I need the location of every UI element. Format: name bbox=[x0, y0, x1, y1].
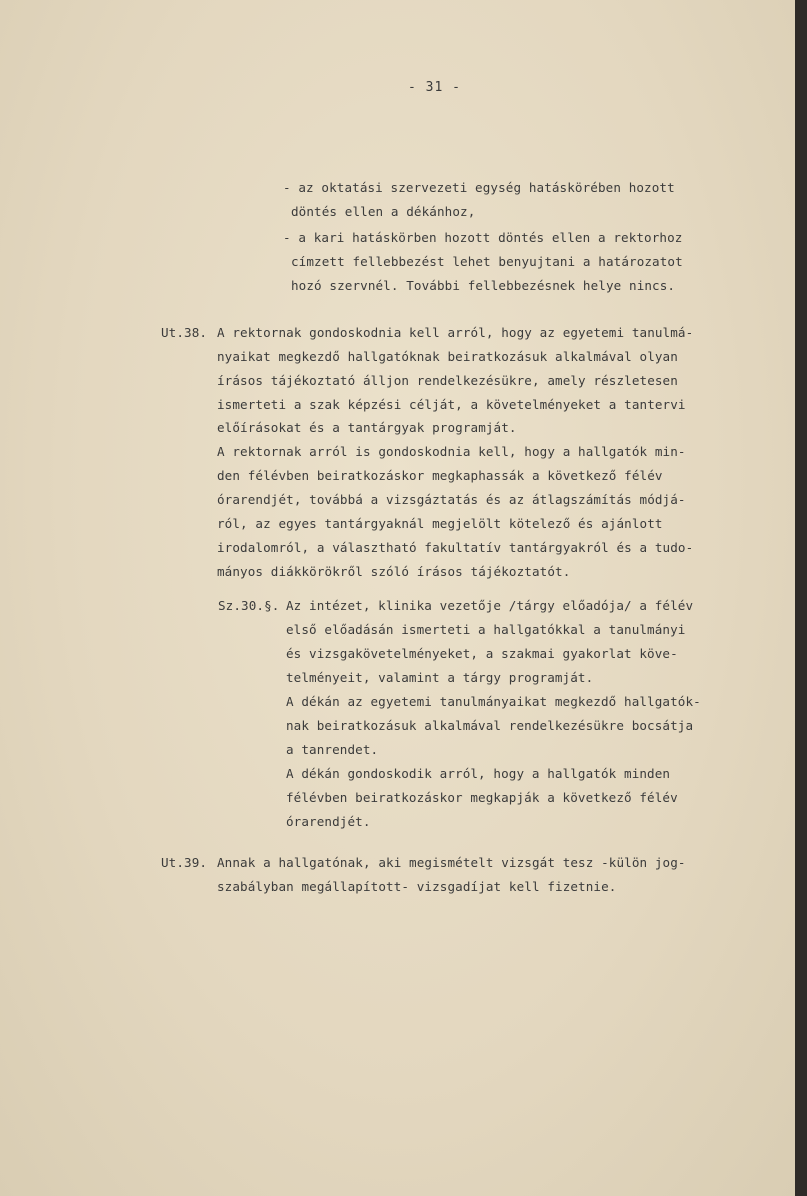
sz30-line-9: félévben beiratkozáskor megkapják a következő félév bbox=[286, 790, 678, 805]
bullet-2-line-1: - a kari hatáskörben hozott döntés ellen a rektorhoz bbox=[283, 230, 683, 245]
sz30-line-10: órarendjét. bbox=[286, 814, 371, 829]
ut39-line-2: szabályban megállapított- vizsgadíjat kell fizetnie. bbox=[217, 879, 617, 894]
ut38-line-2: nyaikat megkezdő hallgatóknak beiratkozásuk alkalmával olyan bbox=[217, 349, 678, 364]
ut38-line-5: előírásokat és a tantárgyak programját. bbox=[217, 420, 517, 435]
sz30-line-3: és vizsgakövetelményeket, a szakmai gyakorlat köve- bbox=[286, 646, 678, 661]
sz30-line-8: A dékán gondoskodik arról, hogy a hallgatók minden bbox=[286, 766, 671, 781]
bullet-2-line-2: címzett fellebbezést lehet benyujtani a határozatot bbox=[291, 254, 683, 269]
ut38-line-11: mányos diákkörökről szóló írásos tájékoztatót. bbox=[217, 564, 571, 579]
ut38-line-6: A rektornak arról is gondoskodnia kell, hogy a hallgatók min- bbox=[217, 444, 686, 459]
bullet-1-line-2: döntés ellen a dékánhoz, bbox=[291, 204, 476, 219]
ut38-line-1: A rektornak gondoskodnia kell arról, hogy az egyetemi tanulmá- bbox=[217, 325, 694, 340]
ut38-line-10: irodalomról, a választható fakultatív tantárgyakról és a tudo- bbox=[217, 540, 694, 555]
sz30-line-5: A dékán az egyetemi tanulmányaikat megkezdő hallgatók- bbox=[286, 694, 701, 709]
ut38-line-7: den félévben beiratkozáskor megkaphassák a következő félév bbox=[217, 468, 663, 483]
ut39-label: Ut.39. bbox=[161, 855, 208, 870]
ut38-label: Ut.38. bbox=[161, 325, 208, 340]
sz30-label: Sz.30.§. bbox=[218, 598, 280, 613]
ut38-line-3: írásos tájékoztató álljon rendelkezésükre, amely részletesen bbox=[217, 373, 678, 388]
sz30-line-6: nak beiratkozásuk alkalmával rendelkezésükre bocsátja bbox=[286, 718, 694, 733]
sz30-line-4: telményeit, valamint a tárgy programját. bbox=[286, 670, 594, 685]
sz30-line-2: első előadásán ismerteti a hallgatókkal a tanulmányi bbox=[286, 622, 686, 637]
ut38-line-4: ismerteti a szak képzési célját, a követelményeket a tantervi bbox=[217, 397, 686, 412]
sz30-line-7: a tanrendet. bbox=[286, 742, 379, 757]
sz30-line-1: Az intézet, klinika vezetője /tárgy előadója/ a félév bbox=[286, 598, 694, 613]
bullet-1-line-1: - az oktatási szervezeti egység hatáskörében hozott bbox=[283, 180, 675, 195]
ut38-line-8: órarendjét, továbbá a vizsgáztatás és az átlagszámítás módjá- bbox=[217, 492, 686, 507]
ut38-line-9: ról, az egyes tantárgyaknál megjelölt kötelező és ajánlott bbox=[217, 516, 663, 531]
bullet-2-line-3: hozó szervnél. További fellebbezésnek helye nincs. bbox=[291, 278, 676, 293]
ut39-line-1: Annak a hallgatónak, aki megismételt vizsgát tesz -külön jog- bbox=[217, 855, 686, 870]
page-number: - 31 - bbox=[408, 80, 461, 95]
scan-edge bbox=[795, 0, 807, 1196]
